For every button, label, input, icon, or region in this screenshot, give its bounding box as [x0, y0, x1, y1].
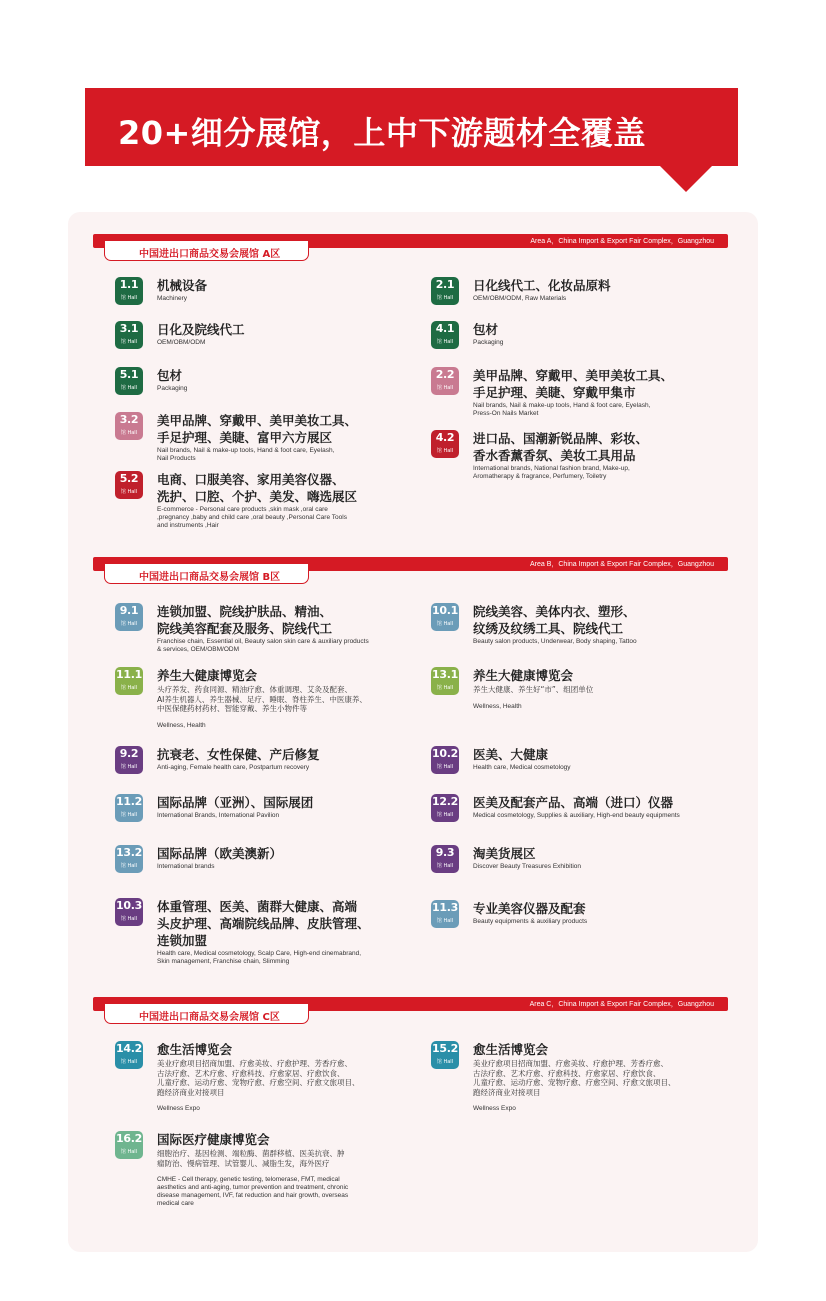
- hall-label: 馆 Hall: [436, 863, 454, 869]
- hall-english-label: Wellness Expo: [473, 1105, 516, 1112]
- hall-english-label: Aromatherapy & fragrance, Perfumery, Toiletry: [473, 473, 607, 480]
- section-c-tab: [104, 1004, 309, 1024]
- hall-english-label: Nail brands, Nail & make-up tools, Hand & foot care, Eyelash,: [157, 447, 335, 454]
- hall-number-badge: [431, 277, 459, 305]
- hall-title: 养生大健康博览会: [473, 668, 574, 683]
- hall-description: 细胞治疗、基因检测、端粒酶、菌群移植、医美抗衰、肿: [157, 1149, 345, 1158]
- hall-description: 美业疗愈项目招商加盟、疗愈美妆、疗愈护理、芳香疗愈、: [157, 1059, 352, 1068]
- hall-number-badge: [115, 367, 143, 395]
- hall-english-label: Wellness, Health: [473, 702, 522, 710]
- hall-english-label: Franchise chain, Essential oil, Beauty salon skin care & auxiliary products: [157, 638, 369, 645]
- section-a-title: 中国进出口商品交易会展馆 A区: [139, 249, 281, 260]
- hall-english-label: OEM/OBM/ODM, Raw Materials: [473, 295, 567, 302]
- hall-number: 10.2: [432, 747, 458, 760]
- hall-english-label: International Brands, International Pavilion: [157, 812, 280, 819]
- hall-title: 国际医疗健康博览会: [157, 1132, 270, 1147]
- hall-label: 馆 Hall: [436, 764, 454, 770]
- hall-english-label: Skin management, Franchise chain, Slimming: [157, 958, 290, 965]
- hall-description: 美业疗愈项目招商加盟、疗愈美妆、疗愈护理、芳香疗愈、: [473, 1059, 668, 1068]
- hall-label: 馆 Hall: [120, 385, 138, 391]
- hall-english-label: Machinery: [157, 295, 187, 302]
- section-c-title: 中国进出口商品交易会展馆 C区: [139, 1012, 280, 1023]
- hall-number-badge: [115, 321, 143, 349]
- hall-number-badge: [431, 430, 459, 458]
- hall-description: 古法疗愈、艺术疗愈、疗愈科技、疗愈家居、疗愈饮食、: [473, 1068, 661, 1078]
- hall-number: 14.2: [116, 1042, 142, 1055]
- hall-number: 11.2: [116, 795, 142, 808]
- hall-description: 跑经济商业对接项目: [157, 1087, 225, 1097]
- banner-arrow-decoration: [660, 166, 712, 192]
- hall-number: 11.1: [116, 668, 142, 681]
- hall-number: 15.2: [432, 1042, 458, 1055]
- hall-number: 3.1: [119, 322, 139, 335]
- hall-number: 12.2: [432, 795, 458, 808]
- hall-label: 馆 Hall: [120, 430, 138, 436]
- hall-english-label: Press-On Nails Market: [473, 410, 539, 417]
- hall-title: 美甲品牌、穿戴甲、美甲美妆工具、: [473, 368, 674, 383]
- hall-english-label: E-commerce - Personal care products ,skin mask ,oral care: [157, 506, 328, 513]
- hall-number-badge: [115, 1041, 143, 1069]
- hall-title: 院线美容、美体内衣、塑形、: [473, 604, 636, 619]
- hall-english-label: disease management, IVF, fat reduction and hair growth, overseas: [157, 1192, 349, 1199]
- hall-english-label: Nail brands, Nail & make-up tools, Hand & foot care, Eyelash,: [473, 402, 651, 409]
- hall-label: 馆 Hall: [436, 1059, 454, 1065]
- hall-description: 儿童疗愈、运动疗愈、宠物疗愈、疗愈空间、疗愈文旅项目、: [157, 1078, 360, 1087]
- hall-title: 日化及院线代工: [157, 322, 245, 337]
- hall-number: 9.1: [119, 604, 139, 617]
- hall-english-label: ,pregnancy ,baby and child care ,oral beauty ,Personal Care Tools: [157, 514, 347, 521]
- hall-title: 手足护理、美睫、富甲六方展区: [157, 430, 333, 445]
- hall-number-badge: [431, 845, 459, 873]
- hall-number: 13.2: [116, 846, 142, 859]
- hall-number-badge: [431, 603, 459, 631]
- hall-label: 馆 Hall: [120, 339, 138, 345]
- hall-description: 跑经济商业对接项目: [473, 1087, 541, 1097]
- hall-english-label: Medical cosmetology, Supplies & auxiliary, High-end beauty equipments: [473, 812, 680, 819]
- hall-title: 洗护、口腔、个护、美发、嗨选展区: [157, 489, 358, 504]
- hall-english-label: and instruments ,Hair: [157, 522, 219, 529]
- hall-english-label: Beauty equipments & auxiliary products: [473, 918, 588, 925]
- page-title: 20+细分展馆，上中下游题材全覆盖: [118, 114, 646, 152]
- hall-english-label: Health care, Medical cosmetology: [473, 764, 571, 771]
- hall-description: 古法疗愈、艺术疗愈、疗愈科技、疗愈家居、疗愈饮食、: [157, 1068, 345, 1078]
- hall-number-badge: [431, 667, 459, 695]
- section-a-tab: [104, 241, 309, 261]
- hall-label: 馆 Hall: [120, 685, 138, 691]
- hall-title: 淘美货展区: [473, 846, 536, 861]
- hall-english-label: Discover Beauty Treasures Exhibition: [473, 863, 582, 870]
- hall-number-badge: [115, 277, 143, 305]
- hall-english-label: International brands, National fashion brand, Make-up,: [473, 465, 630, 472]
- hall-english-label: CMHE - Cell therapy, genetic testing, telomerase, FMT, medical: [157, 1176, 340, 1183]
- hall-title: 愈生活博览会: [157, 1042, 233, 1057]
- hall-english-label: medical care: [157, 1200, 194, 1207]
- hall-label: 馆 Hall: [120, 812, 138, 818]
- hall-title: 医美、大健康: [473, 747, 549, 762]
- hall-number: 3.2: [119, 413, 139, 426]
- hall-number: 10.1: [432, 604, 458, 617]
- hall-description: 瘤防治、慢病管理、试管婴儿、减脂生发，海外医疗: [157, 1158, 330, 1168]
- hall-description: 中医保健药材药材、智能穿戴、养生小物件等: [157, 704, 307, 713]
- hall-number: 4.1: [435, 322, 455, 335]
- hall-title: 医美及配套产品、高端（进口）仪器: [473, 795, 674, 810]
- hall-label: 馆 Hall: [120, 863, 138, 869]
- hall-number: 5.1: [119, 368, 139, 381]
- hall-label: 馆 Hall: [120, 489, 138, 495]
- hall-number-badge: [115, 603, 143, 631]
- hall-title: 院线美容配套及服务、院线代工: [157, 621, 333, 636]
- hall-number: 11.3: [432, 901, 458, 914]
- hall-label: 馆 Hall: [120, 916, 138, 922]
- hall-title: 愈生活博览会: [473, 1042, 549, 1057]
- hall-label: 馆 Hall: [436, 918, 454, 924]
- hall-title: 连锁加盟、院线护肤品、精油、: [157, 604, 333, 619]
- hall-title: 纹绣及纹绣工具、院线代工: [473, 621, 624, 636]
- hall-number: 2.1: [435, 278, 455, 291]
- hall-label: 馆 Hall: [436, 621, 454, 627]
- hall-label: 馆 Hall: [120, 764, 138, 770]
- hall-title: 头皮护理、高端院线品牌、皮肤管理、: [157, 916, 370, 931]
- hall-number-badge: [431, 900, 459, 928]
- hall-number: 4.2: [435, 431, 455, 444]
- hall-english-label: Packaging: [157, 385, 188, 392]
- hall-number-badge: [115, 794, 143, 822]
- hall-title: 包材: [157, 368, 183, 383]
- section-b-english: Area B，China Import & Export Fair Complex，Guangzhou: [529, 561, 714, 568]
- hall-english-label: Health care, Medical cosmetology, Scalp Care, High-end cinemabrand,: [157, 950, 362, 957]
- hall-number-badge: [115, 1131, 143, 1159]
- hall-title: 国际品牌（亚洲）、国际展团: [157, 795, 314, 810]
- hall-english-label: Anti-aging, Female health care, Postpartum recovery: [157, 764, 310, 771]
- hall-title: 机械设备: [157, 278, 208, 293]
- hall-label: 馆 Hall: [436, 295, 454, 301]
- hall-label: 馆 Hall: [120, 295, 138, 301]
- hall-english-label: Nail Products: [157, 455, 196, 462]
- hall-number: 9.2: [119, 747, 139, 760]
- hall-number-badge: [431, 367, 459, 395]
- hall-title: 养生大健康博览会: [157, 668, 258, 683]
- hall-english-label: International brands: [157, 863, 215, 870]
- hall-title: 进口品、国潮新锐品牌、彩妆、: [473, 431, 649, 446]
- hall-number: 13.1: [432, 668, 458, 681]
- hall-title: 包材: [473, 322, 499, 337]
- hall-english-label: Wellness, Health: [157, 721, 206, 729]
- hall-title: 体重管理、医美、菌群大健康、高端: [157, 899, 358, 914]
- hall-label: 馆 Hall: [436, 448, 454, 454]
- hall-title: 抗衰老、女性保健、产后修复: [157, 747, 320, 762]
- hall-title: 美甲品牌、穿戴甲、美甲美妆工具、: [157, 413, 358, 428]
- hall-title: 连锁加盟: [157, 933, 208, 948]
- hall-title: 香水香薰香氛、美妆工具用品: [473, 448, 636, 463]
- hall-number-badge: [115, 898, 143, 926]
- section-b-tab: [104, 564, 309, 584]
- hall-number: 1.1: [119, 278, 139, 291]
- hall-number: 10.3: [116, 899, 142, 912]
- hall-english-label: OEM/OBM/ODM: [157, 339, 206, 346]
- header-banner: [85, 88, 738, 166]
- hall-label: 馆 Hall: [120, 1059, 138, 1065]
- hall-number-badge: [431, 1041, 459, 1069]
- hall-number-badge: [115, 471, 143, 499]
- hall-description: 儿童疗愈、运动疗愈、宠物疗愈、疗愈空间、疗愈文旅项目、: [473, 1078, 676, 1087]
- hall-label: 馆 Hall: [436, 812, 454, 818]
- hall-number-badge: [431, 321, 459, 349]
- hall-number-badge: [115, 845, 143, 873]
- section-a-english: Area A，China Import & Export Fair Complex，Guangzhou: [530, 238, 714, 245]
- hall-number: 9.3: [435, 846, 455, 859]
- hall-description: 头疗养发、药食同源、精油疗愈、体重调理、艾灸及配套、: [157, 685, 352, 694]
- hall-number-badge: [431, 746, 459, 774]
- hall-english-label: aesthetics and anti-aging, tumor prevention and treatment, chronic: [157, 1184, 349, 1191]
- hall-number-badge: [115, 412, 143, 440]
- hall-english-label: Wellness Expo: [157, 1105, 200, 1112]
- hall-english-label: Packaging: [473, 339, 504, 346]
- section-b-title: 中国进出口商品交易会展馆 B区: [139, 572, 281, 583]
- hall-description: AI养生机器人、养生器械、足疗、睡眠、脊柱养生、中医康养、: [157, 694, 367, 704]
- hall-english-label: & services, OEM/OBM/ODM: [157, 646, 239, 653]
- hall-english-label: Beauty salon products, Underwear, Body shaping, Tattoo: [473, 638, 637, 645]
- hall-number: 2.2: [435, 368, 455, 381]
- hall-number: 16.2: [116, 1132, 142, 1145]
- hall-number: 5.2: [119, 472, 139, 485]
- hall-title: 电商、口服美容、家用美容仪器、: [157, 472, 345, 487]
- hall-title: 专业美容仪器及配套: [473, 901, 586, 916]
- hall-title: 手足护理、美睫、穿戴甲集市: [473, 385, 636, 400]
- hall-title: 日化线代工、化妆品原料: [473, 278, 611, 293]
- hall-title: 国际品牌（欧美澳新）: [157, 846, 283, 861]
- hall-label: 馆 Hall: [120, 1149, 138, 1155]
- hall-label: 馆 Hall: [436, 685, 454, 691]
- section-c-english: Area C，China Import & Export Fair Complex，Guangzhou: [529, 1001, 714, 1008]
- hall-number-badge: [431, 794, 459, 822]
- hall-number-badge: [115, 667, 143, 695]
- hall-description: 养生大健康、养生好“市”、组团单位: [473, 685, 594, 694]
- hall-label: 馆 Hall: [120, 621, 138, 627]
- hall-label: 馆 Hall: [436, 385, 454, 391]
- hall-number-badge: [115, 746, 143, 774]
- hall-label: 馆 Hall: [436, 339, 454, 345]
